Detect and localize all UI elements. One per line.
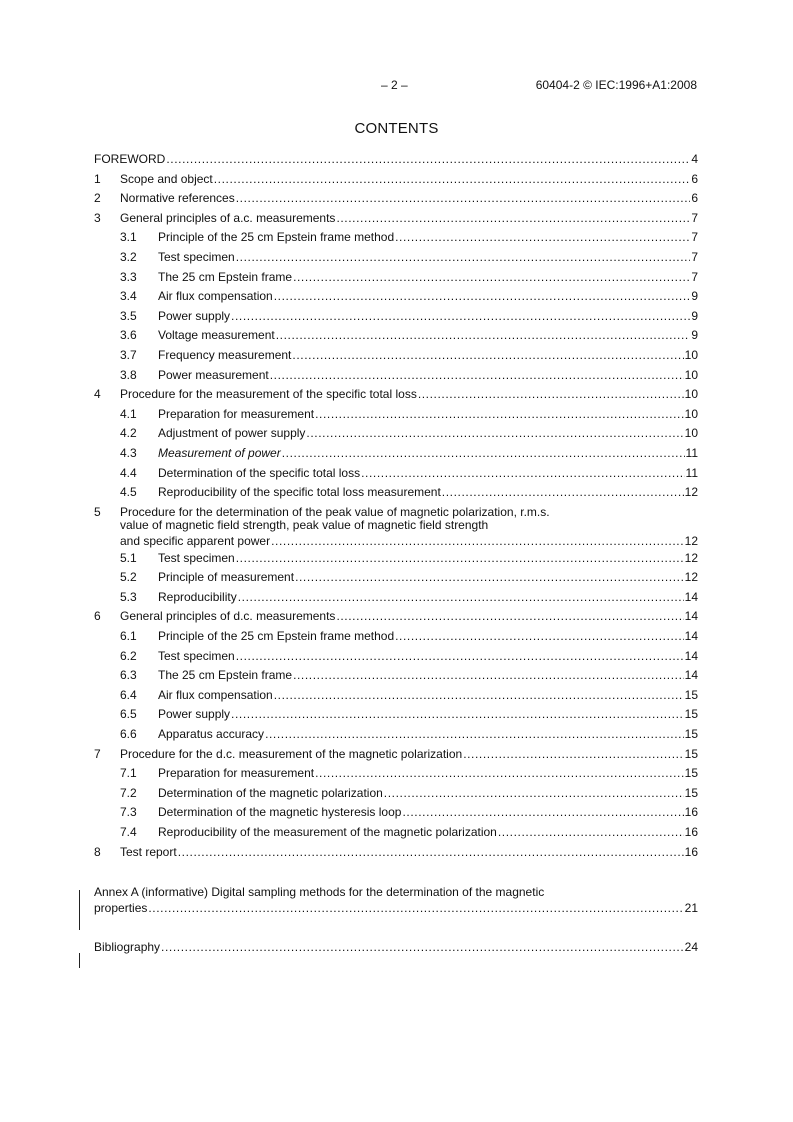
toc-entry-number: 5 [94, 504, 101, 519]
toc-entry-page: 7 [691, 230, 698, 245]
dot-leader [498, 823, 684, 843]
toc-entry-number: 4.5 [120, 485, 137, 500]
toc-entry-number: 3.4 [120, 289, 137, 304]
table-of-contents [94, 150, 698, 957]
dot-leader [161, 938, 684, 958]
change-bar [79, 890, 80, 930]
toc-entry-number: 7.1 [120, 766, 137, 781]
standard-reference: 60404-2 © IEC:1996+A1:2008 [535, 78, 697, 92]
toc-entry-label-line-2: properties [94, 900, 148, 915]
toc-entry-foreword[interactable] [94, 150, 698, 170]
toc-entry-label: Principle of the 25 cm Epstein frame method [158, 629, 395, 644]
dot-leader [463, 745, 683, 765]
toc-entry[interactable] [94, 725, 698, 745]
dot-leader [231, 307, 690, 327]
dot-leader [166, 150, 690, 170]
toc-entry-label: Bibliography [94, 939, 161, 954]
toc-entry-label: Test specimen [158, 648, 235, 663]
dot-leader [265, 725, 684, 745]
toc-entry-label: Determination of the magnetic hysteresis loop [158, 805, 402, 820]
toc-entry-number: 6.1 [120, 629, 137, 644]
toc-entry-page: 12 [684, 550, 698, 565]
toc-entry-page: 14 [684, 668, 698, 683]
dot-leader [336, 209, 690, 229]
toc-entry[interactable] [94, 346, 698, 366]
toc-entry-label: FOREWORD [94, 152, 166, 166]
toc-entry-label: Power measurement [158, 367, 269, 382]
toc-entry-label: Preparation for measurement [158, 406, 315, 421]
toc-block-sections-1-4 [94, 170, 698, 503]
dot-leader [293, 666, 684, 686]
toc-entry-label: Voltage measurement [158, 328, 275, 343]
toc-entry-label: Apparatus accuracy [158, 727, 265, 742]
toc-entry-number: 7.2 [120, 785, 137, 800]
toc-entry[interactable] [94, 170, 698, 190]
toc-entry-label: Reproducibility of the measurement of the magnetic polarization [158, 825, 497, 839]
toc-entry-number: 6.2 [120, 648, 137, 663]
toc-entry[interactable] [94, 647, 698, 667]
toc-entry-label: Power supply [158, 707, 231, 722]
toc-entry-page: 9 [691, 308, 698, 323]
toc-entry-number: 4.4 [120, 465, 137, 480]
toc-entry-label: Air flux compensation [158, 289, 273, 304]
toc-entry-page: 15 [684, 766, 698, 781]
toc-entry[interactable] [94, 209, 698, 229]
dot-leader [236, 549, 684, 569]
toc-entry-number: 4.1 [120, 406, 137, 421]
dot-leader [384, 784, 684, 804]
toc-entry[interactable] [94, 307, 698, 327]
toc-entry-page: 4 [691, 152, 698, 166]
toc-entry[interactable] [94, 385, 698, 405]
toc-entry-page: 24 [684, 939, 698, 954]
toc-entry-number: 3.7 [120, 347, 137, 362]
toc-entry-label: Adjustment of power supply [158, 426, 306, 441]
toc-entry-number: 2 [94, 191, 101, 206]
toc-entry-number: 4.2 [120, 426, 137, 441]
toc-entry-number: 3.2 [120, 249, 137, 264]
toc-entry[interactable] [94, 424, 698, 444]
toc-entry-page: 7 [691, 210, 698, 225]
toc-entry[interactable] [94, 366, 698, 386]
dot-leader [315, 405, 684, 425]
toc-entry-label: Scope and object [120, 171, 213, 186]
toc-entry-label: Procedure for the measurement of the specific total loss [120, 387, 417, 402]
toc-block-sections-5-8 [94, 549, 698, 863]
toc-entry-page: 11 [685, 445, 698, 460]
toc-entry-page: 15 [684, 785, 698, 800]
toc-entry-page: 16 [684, 844, 698, 859]
toc-entry[interactable] [94, 268, 698, 288]
toc-entry[interactable] [94, 666, 698, 686]
toc-entry[interactable] [94, 686, 698, 706]
toc-entry[interactable] [94, 764, 698, 784]
dot-leader [274, 287, 691, 307]
toc-entry-number: 3.1 [120, 230, 137, 245]
toc-entry-label: Frequency measurement [158, 347, 292, 362]
dot-leader [402, 803, 683, 823]
dot-leader [306, 424, 683, 444]
toc-entry-page: 14 [684, 589, 698, 604]
toc-entry-number: 4.3 [120, 445, 137, 460]
toc-entry-number: 5.1 [120, 550, 137, 565]
toc-entry-page: 15 [684, 746, 698, 761]
toc-entry-number: 3.8 [120, 367, 137, 382]
page-number: – 2 – [381, 78, 408, 92]
dot-leader [292, 346, 683, 366]
toc-entry-section-5[interactable] [94, 503, 698, 549]
toc-entry-label: The 25 cm Epstein frame [158, 668, 293, 683]
dot-leader [148, 900, 683, 916]
toc-entry-label: Test report [120, 844, 177, 859]
page-title: CONTENTS [354, 120, 439, 137]
toc-entry-page: 6 [691, 191, 698, 206]
toc-entry[interactable] [94, 189, 698, 209]
toc-entry-label: General principles of a.c. measurements [120, 210, 336, 225]
toc-entry-label: General principles of d.c. measurements [120, 609, 336, 624]
toc-entry-page: 16 [684, 805, 698, 820]
toc-entry-number: 6.6 [120, 727, 137, 742]
toc-entry-page: 15 [684, 687, 698, 702]
toc-entry-page: 14 [684, 629, 698, 644]
toc-entry-label: Power supply [158, 308, 231, 323]
toc-entry-page: 10 [684, 367, 698, 382]
toc-entry-page: 6 [691, 171, 698, 186]
toc-entry-label: Test specimen [158, 550, 235, 565]
toc-entry[interactable] [94, 745, 698, 765]
dot-leader [282, 444, 685, 464]
toc-entry-page: 11 [685, 465, 698, 480]
toc-entry-number: 4 [94, 387, 101, 402]
toc-entry[interactable] [94, 823, 698, 843]
toc-entry-number: 5.3 [120, 589, 137, 604]
toc-entry-label: Principle of the 25 cm Epstein frame method [158, 230, 395, 245]
toc-entry[interactable] [94, 444, 698, 464]
toc-entry-bibliography[interactable] [94, 938, 698, 958]
toc-entry-label-line-3: and specific apparent power [120, 533, 271, 548]
toc-entry-number: 6.4 [120, 687, 137, 702]
toc-entry-label: Reproducibility of the specific total loss measurement [158, 485, 441, 500]
toc-entry-page: 12 [684, 570, 698, 585]
toc-entry[interactable] [94, 228, 698, 248]
dot-leader [336, 607, 683, 627]
toc-entry[interactable] [94, 627, 698, 647]
toc-entry-number: 7 [94, 746, 101, 761]
toc-entry[interactable] [94, 326, 698, 346]
toc-entry-page: 15 [684, 727, 698, 742]
toc-entry-page: 16 [684, 825, 698, 839]
toc-entry[interactable] [94, 588, 698, 608]
dot-leader [442, 483, 684, 503]
toc-entry[interactable] [94, 568, 698, 588]
toc-entry-label: Test specimen [158, 249, 235, 264]
toc-entry-label: Determination of the specific total loss [158, 465, 361, 480]
toc-entry[interactable] [94, 483, 698, 503]
toc-entry-number: 8 [94, 844, 101, 859]
toc-entry-page: 7 [691, 269, 698, 284]
toc-entry-page: 10 [684, 347, 698, 362]
toc-entry[interactable] [94, 607, 698, 627]
dot-leader [395, 228, 690, 248]
toc-entry-label: Preparation for measurement [158, 766, 315, 781]
dot-leader [214, 170, 691, 190]
dot-leader [295, 568, 684, 588]
dot-leader [270, 366, 684, 386]
toc-entry-page: 15 [684, 707, 698, 722]
toc-entry-label: Reproducibility [158, 589, 237, 604]
toc-entry-label: Air flux compensation [158, 687, 273, 702]
toc-entry[interactable] [94, 549, 698, 569]
toc-entry-number: 5.2 [120, 570, 137, 585]
toc-entry-number: 3.5 [120, 308, 137, 323]
toc-entry[interactable] [94, 705, 698, 725]
toc-entry-number: 7.4 [120, 825, 137, 839]
toc-entry-label: Measurement of power [158, 445, 281, 460]
toc-entry-page: 10 [684, 387, 698, 402]
dot-leader [236, 189, 691, 209]
toc-entry-label-line-2: value of magnetic field strength, peak value of magnetic field strength [120, 518, 489, 533]
dot-leader [361, 464, 684, 484]
toc-entry[interactable] [94, 464, 698, 484]
dot-leader [231, 705, 684, 725]
toc-entry-page: 10 [684, 426, 698, 441]
toc-entry-page: 14 [684, 609, 698, 624]
dot-leader [293, 268, 690, 288]
dot-leader [274, 686, 684, 706]
toc-entry-number: 6.3 [120, 668, 137, 683]
toc-entry-annex-a[interactable] [94, 882, 698, 916]
toc-entry-page: 12 [684, 485, 698, 500]
toc-entry-label-line-1: Procedure for the determination of the peak value of magnetic polarization, r.m.s. [120, 504, 550, 519]
toc-entry-label: Determination of the magnetic polarization [158, 785, 383, 800]
dot-leader [315, 764, 684, 784]
toc-entry-page: 9 [691, 328, 698, 343]
toc-entry-page: 12 [684, 533, 698, 548]
dot-leader [178, 843, 684, 863]
dot-leader [236, 647, 684, 667]
toc-entry[interactable] [94, 405, 698, 425]
toc-entry-number: 1 [94, 171, 101, 186]
toc-entry-page: 9 [691, 289, 698, 304]
toc-entry-page: 10 [684, 406, 698, 421]
toc-entry[interactable] [94, 784, 698, 804]
toc-entry[interactable] [94, 803, 698, 823]
toc-entry-page: 14 [684, 648, 698, 663]
toc-entry-label: Procedure for the d.c. measurement of the magnetic polarization [120, 746, 463, 761]
toc-entry-page: 21 [684, 900, 698, 915]
toc-entry-label-line-1: Annex A (informative) Digital sampling methods for the determination of the magnetic [94, 885, 545, 900]
toc-entry[interactable] [94, 843, 698, 863]
change-bar [79, 953, 80, 968]
toc-entry-page: 7 [691, 249, 698, 264]
toc-entry[interactable] [94, 287, 698, 307]
dot-leader [418, 385, 684, 405]
toc-entry-number: 3.3 [120, 269, 137, 284]
toc-entry-label: Normative references [120, 191, 235, 206]
toc-entry-label: The 25 cm Epstein frame [158, 269, 293, 284]
dot-leader [276, 326, 691, 346]
toc-entry-label: Principle of measurement [158, 570, 295, 585]
dot-leader [271, 533, 684, 549]
toc-entry-number: 6 [94, 609, 101, 624]
dot-leader [236, 248, 691, 268]
dot-leader [395, 627, 684, 647]
toc-entry-number: 3.6 [120, 328, 137, 343]
toc-entry[interactable] [94, 248, 698, 268]
toc-entry-number: 7.3 [120, 805, 137, 820]
toc-entry-number: 6.5 [120, 707, 137, 722]
dot-leader [238, 588, 684, 608]
toc-entry-number: 3 [94, 210, 101, 225]
